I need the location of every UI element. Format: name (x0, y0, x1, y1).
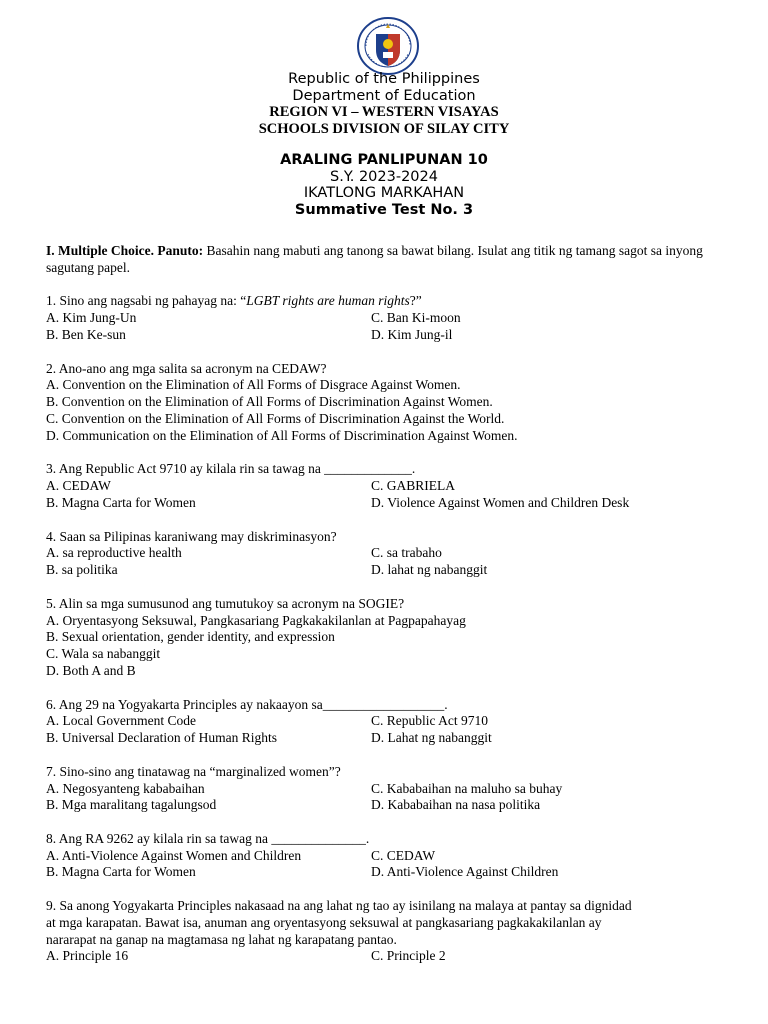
choice-c: C. Ban Ki-moon (371, 310, 461, 326)
question-1-quote: LGBT rights are human rights (246, 293, 410, 309)
republic-line: Republic of the Philippines (288, 71, 480, 87)
choice-b: B. Universal Declaration of Human Rights (46, 730, 277, 746)
choice-c: C. GABRIELA (371, 478, 455, 494)
choice-a: A. Anti-Violence Against Women and Children (46, 847, 302, 863)
question-5 (46, 596, 726, 680)
choice-b: B. Ben Ke-sun (46, 326, 126, 342)
question-8 (46, 831, 726, 881)
choice-b: B. Convention on the Elimination of All Forms of Discrimination Against Women. (46, 394, 493, 410)
question-9 (46, 898, 726, 965)
quarter-label: IKATLONG MARKAHAN (303, 185, 465, 201)
choice-c: C. Principle 2 (371, 948, 446, 964)
question-7-stem: 7. Sino-sino ang tinatawag na “marginalized women”? (46, 763, 341, 779)
choice-c: C. Republic Act 9710 (371, 713, 488, 729)
choice-a: A. Convention on the Elimination of All Forms of Disgrace Against Women. (46, 377, 461, 393)
deped-seal-icon (356, 16, 420, 76)
question-8-stem: 8. Ang RA 9262 ay kilala rin sa tawag na ______________. (46, 830, 370, 846)
choice-c: C. CEDAW (371, 847, 436, 863)
choice-a: A. Oryentasyong Seksuwal, Pangkasariang Pagkakakilanlan at Pagpapahayag (46, 612, 466, 628)
choice-a: A. Principle 16 (46, 948, 129, 964)
question-9-line-1: 9. Sa anong Yogyakarta Principles nakasaad na ang lahat ng tao ay isinilang na malaya at pantay sa dignidad (46, 898, 632, 914)
question-3 (46, 461, 726, 511)
choice-c: C. Kababaihan na maluho sa buhay (371, 780, 563, 796)
question-1 (46, 293, 726, 343)
question-4 (46, 529, 726, 579)
choice-d: D. Lahat ng nabanggit (371, 730, 492, 746)
department-line: Department of Education (292, 87, 476, 104)
choice-c: C. Wala sa nabanggit (46, 646, 161, 662)
choice-d: D. Both A and B (46, 662, 136, 678)
choice-d: D. lahat ng nabanggit (371, 562, 488, 578)
choice-d: D. Kim Jung-il (371, 326, 453, 342)
choice-d: D. Communication on the Elimination of All Forms of Discrimination Against Women. (46, 427, 518, 443)
question-9-line-3: nararapat na ganap na magtamasa ng lahat ng karapatang pantao. (46, 931, 397, 947)
choice-a: A. Negosyanteng kababaihan (46, 780, 205, 796)
region-line: REGION VI – WESTERN VISAYAS (269, 104, 499, 120)
question-2 (46, 361, 726, 445)
choice-b: B. sa politika (46, 562, 118, 578)
question-5-stem: 5. Alin sa mga sumusunod ang tumutukoy sa acronym na SOGIE? (46, 595, 405, 611)
choice-a: A. Kim Jung-Un (46, 310, 137, 326)
question-1-stem (46, 293, 726, 310)
question-1-suffix: ?” (409, 293, 422, 309)
instructions (46, 243, 726, 277)
instructions-text: Basahin nang mabuti ang tanong sa bawat bilang. Isulat ang titik ng tamang sagot sa inyong sagutang papel. (46, 243, 703, 275)
choice-d: D. Anti-Violence Against Children (371, 864, 559, 880)
choice-b: B. Sexual orientation, gender identity, and expression (46, 629, 335, 645)
question-9-line-2: at mga karapatan. Bawat isa, anuman ang oryentasyong seksuwal at pangkasariang pagkakakilanlan ay (46, 914, 602, 930)
school-year: S.Y. 2023-2024 (330, 168, 438, 185)
division-line: SCHOOLS DIVISION OF SILAY CITY (258, 120, 510, 137)
choice-c: C. sa trabaho (371, 545, 442, 561)
question-2-stem: 2. Ano-ano ang mga salita sa acronym na CEDAW? (46, 360, 327, 376)
instructions-label: I. Multiple Choice. Panuto: (46, 243, 204, 258)
choice-a: A. CEDAW (46, 478, 111, 494)
choice-d: D. Kababaihan na nasa politika (371, 797, 541, 813)
choice-c: C. Convention on the Elimination of All Forms of Discrimination Against the World. (46, 410, 505, 426)
choice-d: D. Violence Against Women and Children Desk (371, 494, 630, 510)
subject-title: ARALING PANLIPUNAN 10 (280, 152, 488, 168)
question-3-stem: 3. Ang Republic Act 9710 ay kilala rin sa tawag na _____________. (46, 461, 416, 477)
question-1-prefix: 1. Sino ang nagsabi ng pahayag na: “ (46, 293, 247, 309)
question-6-stem: 6. Ang 29 na Yogyakarta Principles ay nakaayon sa__________________. (46, 696, 448, 712)
choice-b: B. Mga maralitang tagalungsod (46, 797, 217, 813)
question-4-stem: 4. Saan sa Pilipinas karaniwang may diskriminasyon? (46, 528, 337, 544)
letterhead (0, 71, 768, 218)
question-6 (46, 697, 726, 747)
choice-a: A. sa reproductive health (46, 545, 182, 561)
question-7 (46, 764, 726, 814)
choice-b: B. Magna Carta for Women (46, 494, 196, 510)
test-body (46, 243, 726, 982)
choice-b: B. Magna Carta for Women (46, 864, 196, 880)
test-title: Summative Test No. 3 (294, 201, 474, 218)
choice-a: A. Local Government Code (46, 713, 196, 729)
